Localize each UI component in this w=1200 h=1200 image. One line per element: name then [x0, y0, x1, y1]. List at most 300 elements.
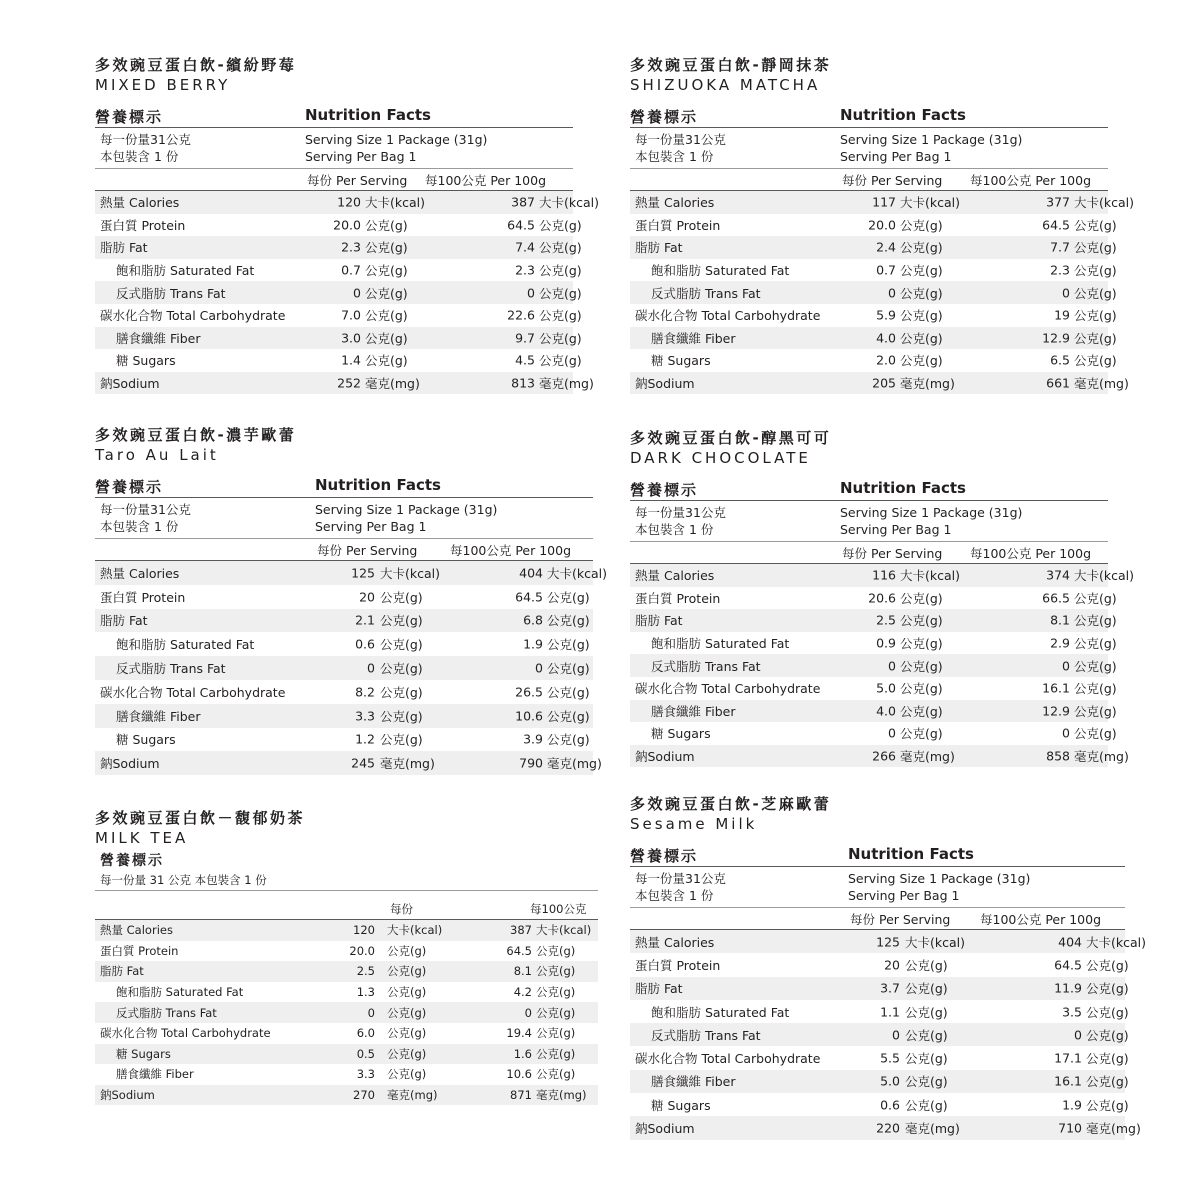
per-serving-value: 120 — [337, 194, 361, 210]
table-row — [95, 982, 598, 1003]
per-serving-value: 3.3 — [356, 1067, 375, 1082]
per-serving-unit: 大卡(kcal) — [380, 565, 440, 581]
nutrient-name: 糖 Sugars — [651, 353, 711, 369]
servings-per-package-en: Serving Per Bag 1 — [840, 149, 952, 164]
per-serving-unit: 毫克(mg) — [900, 749, 955, 765]
per-serving-unit: 毫克(mg) — [365, 376, 420, 392]
servings-per-package-en: Serving Per Bag 1 — [315, 519, 427, 534]
per-serving-value: 3.7 — [880, 980, 900, 996]
panel-title-zh: 多效豌豆蛋白飲-醇黑可可 — [630, 429, 832, 447]
per-serving-unit: 公克(g) — [900, 613, 943, 629]
nutrition-label-zh: 營養標示 — [630, 481, 699, 499]
per-serving-unit: 公克(g) — [387, 985, 427, 1000]
per-serving-value: 1.4 — [341, 352, 361, 368]
per-100g-unit: 公克(g) — [1086, 981, 1129, 997]
table-row — [95, 609, 593, 633]
col-per-serving: 每份 Per Serving — [307, 173, 408, 188]
per-serving-unit: 公克(g) — [387, 1067, 427, 1082]
per-100g-value: 22.6 — [507, 307, 535, 323]
per-serving-unit: 公克(g) — [900, 703, 943, 719]
nutrition-label-en: Nutrition Facts — [315, 476, 441, 494]
per-100g-value: 404 — [1058, 934, 1082, 950]
table-row — [630, 977, 1129, 1000]
table-row — [630, 1046, 1129, 1069]
per-serving-unit: 毫克(mg) — [380, 756, 435, 772]
per-100g-unit: 公克(g) — [1074, 308, 1117, 324]
per-100g-unit: 公克(g) — [547, 613, 590, 629]
per-serving-value: 5.0 — [880, 1073, 900, 1089]
per-100g-value: 1.6 — [513, 1046, 532, 1061]
per-serving-unit: 公克(g) — [365, 263, 408, 279]
per-100g-value: 661 — [1046, 375, 1070, 391]
per-serving-unit: 公克(g) — [365, 240, 408, 256]
per-100g-unit: 公克(g) — [536, 943, 576, 958]
per-serving-unit: 公克(g) — [380, 684, 423, 700]
column-headers — [630, 169, 1108, 191]
nutrient-name: 蛋白質 Protein — [100, 217, 186, 233]
per-100g-unit: 公克(g) — [539, 330, 582, 346]
per-serving-unit: 公克(g) — [900, 285, 943, 301]
nutrient-name: 脂肪 Fat — [100, 240, 148, 256]
table-row — [95, 728, 593, 752]
serving-size-zh: 每一份量31公克 — [635, 871, 726, 886]
per-serving-unit: 公克(g) — [387, 943, 427, 958]
nutrient-name: 膳食纖維 Fiber — [116, 1067, 194, 1082]
per-100g-value: 404 — [519, 565, 543, 581]
nutrient-name: 飽和脂肪 Saturated Fat — [116, 985, 244, 1000]
nutrient-name: 糖 Sugars — [651, 1097, 711, 1113]
panel-milk-tea — [95, 808, 598, 1105]
serving-size-zh: 每一份量31公克 — [100, 132, 191, 147]
per-serving-value: 270 — [353, 1088, 375, 1103]
per-serving-unit: 公克(g) — [380, 732, 423, 748]
per-100g-value: 6.8 — [523, 612, 543, 628]
nutrient-name: 鈉Sodium — [635, 749, 695, 765]
per-100g-value: 374 — [1046, 567, 1070, 583]
per-100g-unit: 公克(g) — [1086, 957, 1129, 973]
per-100g-unit: 大卡(kcal) — [539, 195, 599, 211]
per-100g-value: 0 — [1062, 725, 1070, 741]
per-100g-value: 858 — [1046, 748, 1070, 764]
per-serving-value: 5.0 — [876, 680, 896, 696]
per-100g-unit: 公克(g) — [539, 308, 582, 324]
table-row — [630, 1023, 1129, 1046]
nutrient-name: 鈉Sodium — [635, 1121, 695, 1137]
table-row — [630, 632, 1117, 655]
per-serving-value: 0.7 — [341, 262, 361, 278]
per-100g-unit: 公克(g) — [547, 732, 590, 748]
per-100g-value: 0 — [527, 285, 535, 301]
servings-per-package-zh: 本包裝含 1 份 — [635, 149, 714, 164]
per-serving-value: 116 — [872, 567, 896, 583]
per-100g-value: 710 — [1058, 1120, 1082, 1136]
panel-title-en: SHIZUOKA MATCHA — [630, 76, 821, 94]
per-100g-value: 8.1 — [1050, 612, 1070, 628]
table-row — [95, 281, 582, 304]
table-row — [95, 191, 599, 214]
table-row — [630, 191, 1134, 214]
table-row — [95, 259, 582, 282]
nutrient-name: 飽和脂肪 Saturated Fat — [651, 1004, 790, 1020]
nutrient-name: 脂肪 Fat — [635, 981, 683, 997]
nutrient-name: 膳食纖維 Fiber — [116, 708, 201, 724]
per-serving-value: 20.0 — [868, 217, 896, 233]
per-100g-unit: 公克(g) — [1074, 613, 1117, 629]
table-row — [95, 704, 593, 728]
per-serving-value: 2.4 — [876, 239, 896, 255]
col-per-serving: 每份 Per Serving — [842, 173, 943, 188]
nutrient-name: 鈉Sodium — [100, 376, 160, 392]
per-serving-unit: 公克(g) — [905, 1097, 948, 1113]
panel-title-zh: 多效豌豆蛋白飲-濃芋歐蕾 — [95, 426, 297, 444]
per-100g-unit: 毫克(mg) — [547, 756, 602, 772]
nutrient-name: 膳食纖維 Fiber — [651, 330, 736, 346]
table-row — [95, 1085, 598, 1106]
nutrition-label-zh: 營養標示 — [630, 108, 699, 126]
per-serving-value: 20.6 — [868, 590, 896, 606]
servings-per-package-zh: 本包裝含 1 份 — [100, 149, 179, 164]
per-100g-value: 12.9 — [1042, 330, 1070, 346]
nutrient-name: 脂肪 Fat — [635, 240, 683, 256]
table-row — [95, 656, 593, 680]
panel-title-en: MIXED BERRY — [95, 76, 231, 94]
per-serving-unit: 毫克(mg) — [905, 1121, 960, 1137]
per-100g-value: 8.1 — [513, 964, 532, 979]
per-serving-value: 4.0 — [876, 330, 896, 346]
per-serving-value: 0 — [888, 725, 896, 741]
panel-title-en: MILK TEA — [95, 829, 189, 847]
table-row — [95, 680, 593, 704]
per-serving-value: 0.7 — [876, 262, 896, 278]
per-100g-unit: 毫克(mg) — [1074, 749, 1129, 765]
table-row — [630, 1000, 1129, 1023]
table-row — [630, 930, 1146, 953]
table-row — [630, 1093, 1129, 1116]
per-100g-unit: 公克(g) — [1074, 330, 1117, 346]
table-row — [95, 632, 593, 656]
per-100g-unit: 公克(g) — [536, 985, 576, 1000]
per-serving-unit: 大卡(kcal) — [900, 195, 960, 211]
nutrition-label-zh: 營養標示 — [100, 853, 164, 869]
per-100g-unit: 公克(g) — [536, 1067, 576, 1082]
nutrition-header — [630, 478, 1108, 501]
table-row — [630, 700, 1117, 723]
col-per-100g: 每100公克 Per 100g — [980, 912, 1102, 927]
nutrient-name: 膳食纖維 Fiber — [116, 330, 201, 346]
serving-size-zh: 每一份量31公克 — [635, 132, 726, 147]
per-100g-value: 0 — [1074, 1027, 1082, 1043]
per-serving-unit: 公克(g) — [900, 590, 943, 606]
servings-per-package-zh: 本包裝含 1 份 — [635, 522, 714, 537]
per-serving-unit: 大卡(kcal) — [905, 934, 965, 950]
panel-title-en: Taro Au Lait — [95, 446, 219, 464]
per-100g-unit: 公克(g) — [547, 708, 590, 724]
per-serving-value: 125 — [876, 934, 900, 950]
per-serving-value: 0.6 — [355, 636, 375, 652]
table-row — [630, 745, 1129, 768]
nutrient-name: 蛋白質 Protein — [635, 957, 721, 973]
serving-info — [630, 867, 1125, 908]
nutrition-label-zh: 營養標示 — [95, 108, 164, 126]
nutrient-name: 糖 Sugars — [651, 726, 711, 742]
nutrient-name: 鈉Sodium — [635, 376, 695, 392]
per-serving-value: 20.0 — [333, 217, 361, 233]
table-row — [630, 953, 1129, 976]
per-serving-unit: 公克(g) — [900, 240, 943, 256]
nutrient-name: 熱量 Calories — [635, 568, 715, 584]
per-serving-unit: 公克(g) — [900, 217, 943, 233]
per-serving-unit: 公克(g) — [905, 1051, 948, 1067]
per-100g-value: 12.9 — [1042, 703, 1070, 719]
per-100g-value: 7.4 — [515, 239, 535, 255]
panel-title-zh: 多效豌豆蛋白飲-芝麻歐蕾 — [630, 795, 832, 813]
per-100g-value: 4.2 — [513, 985, 532, 1000]
table-row — [95, 561, 607, 585]
column-headers — [95, 169, 573, 191]
per-serving-value: 7.0 — [341, 307, 361, 323]
servings-per-package-en: Serving Per Bag 1 — [305, 149, 417, 164]
nutrient-name: 飽和脂肪 Saturated Fat — [651, 263, 790, 279]
nutrient-name: 熱量 Calories — [635, 195, 715, 211]
per-serving-value: 245 — [351, 755, 375, 771]
nutrient-name: 碳水化合物 Total Carbohydrate — [100, 1026, 271, 1041]
table-row — [95, 236, 582, 259]
per-100g-unit: 公克(g) — [1074, 263, 1117, 279]
per-100g-unit: 公克(g) — [1086, 1074, 1129, 1090]
per-serving-unit: 公克(g) — [905, 957, 948, 973]
per-serving-value: 0 — [367, 660, 375, 676]
per-serving-value: 120 — [353, 923, 375, 938]
per-100g-unit: 公克(g) — [547, 684, 590, 700]
per-100g-value: 1.9 — [1062, 1097, 1082, 1113]
per-100g-value: 64.5 — [515, 589, 543, 605]
per-serving-unit: 公克(g) — [905, 1004, 948, 1020]
per-100g-value: 16.1 — [1054, 1073, 1082, 1089]
servings-per-package-zh: 本包裝含 1 份 — [635, 888, 714, 903]
table-row — [95, 961, 598, 982]
per-serving-value: 0.6 — [880, 1097, 900, 1113]
nutrition-label-zh: 營養標示 — [630, 847, 699, 865]
per-100g-unit: 公克(g) — [1074, 217, 1117, 233]
col-per-100g: 每100公克 Per 100g — [970, 546, 1092, 561]
nutrient-name: 反式脂肪 Trans Fat — [651, 658, 761, 674]
per-100g-value: 871 — [510, 1088, 532, 1103]
per-serving-unit: 公克(g) — [365, 217, 408, 233]
nutrient-name: 碳水化合物 Total Carbohydrate — [635, 308, 821, 324]
per-100g-unit: 公克(g) — [536, 1026, 576, 1041]
table-row — [630, 281, 1117, 304]
table-row — [95, 349, 582, 372]
per-serving-unit: 公克(g) — [900, 330, 943, 346]
per-serving-unit: 公克(g) — [365, 353, 408, 369]
per-100g-unit: 大卡(kcal) — [1074, 568, 1134, 584]
per-100g-value: 3.5 — [1062, 1004, 1082, 1020]
per-serving-unit: 公克(g) — [380, 613, 423, 629]
per-serving-unit: 大卡(kcal) — [387, 923, 443, 938]
table-row — [630, 564, 1134, 587]
col-per-100g: 每100公克 Per 100g — [450, 543, 572, 558]
per-100g-unit: 公克(g) — [1074, 681, 1117, 697]
nutrient-name: 反式脂肪 Trans Fat — [116, 1005, 217, 1020]
per-100g-value: 0 — [524, 1005, 532, 1020]
per-100g-unit: 公克(g) — [536, 964, 576, 979]
nutrition-header — [630, 844, 1125, 867]
nutrient-name: 飽和脂肪 Saturated Fat — [116, 263, 255, 279]
col-per-100g: 每100公克 — [530, 902, 587, 916]
nutrient-name: 碳水化合物 Total Carbohydrate — [100, 684, 286, 700]
table-row — [630, 372, 1129, 395]
serving-line: 每一份量 31 公克 本包裝含 1 份 — [100, 873, 267, 887]
nutrient-name: 碳水化合物 Total Carbohydrate — [635, 681, 821, 697]
serving-size-en: Serving Size 1 Package (31g) — [305, 132, 488, 147]
per-100g-value: 19.4 — [506, 1026, 532, 1041]
per-100g-unit: 公克(g) — [1086, 1004, 1129, 1020]
table-row — [95, 327, 582, 350]
table-row — [95, 585, 593, 609]
nutrient-name: 熱量 Calories — [635, 934, 715, 950]
per-100g-unit: 大卡(kcal) — [536, 923, 592, 938]
per-100g-unit: 公克(g) — [1074, 590, 1117, 606]
per-100g-unit: 公克(g) — [547, 661, 590, 677]
per-100g-value: 6.5 — [1050, 352, 1070, 368]
nutrient-name: 碳水化合物 Total Carbohydrate — [635, 1051, 821, 1067]
per-serving-unit: 公克(g) — [387, 964, 427, 979]
panel-shizuoka-matcha — [630, 55, 1134, 394]
table-row — [95, 1064, 598, 1085]
nutrient-name: 蛋白質 Protein — [635, 590, 721, 606]
per-serving-unit: 公克(g) — [365, 330, 408, 346]
per-serving-value: 0.5 — [356, 1046, 375, 1061]
nutrition-header — [95, 475, 593, 498]
table-row — [630, 1116, 1141, 1139]
per-serving-unit: 毫克(mg) — [900, 376, 955, 392]
table-row — [630, 236, 1117, 259]
table-row — [630, 654, 1117, 677]
per-100g-unit: 公克(g) — [539, 353, 582, 369]
table-row — [95, 751, 602, 775]
nutrition-label-en: Nutrition Facts — [840, 106, 966, 124]
per-serving-value: 0 — [892, 1027, 900, 1043]
per-100g-value: 64.5 — [506, 943, 532, 958]
per-100g-value: 0 — [535, 660, 543, 676]
per-100g-unit: 公克(g) — [1086, 1027, 1129, 1043]
per-100g-unit: 毫克(mg) — [1086, 1121, 1141, 1137]
per-serving-unit: 大卡(kcal) — [900, 568, 960, 584]
per-serving-unit: 公克(g) — [900, 353, 943, 369]
per-100g-value: 10.6 — [515, 708, 543, 724]
per-100g-value: 17.1 — [1054, 1050, 1082, 1066]
per-serving-unit: 大卡(kcal) — [365, 195, 425, 211]
per-serving-value: 266 — [872, 748, 896, 764]
per-serving-unit: 公克(g) — [900, 726, 943, 742]
table-row — [630, 327, 1117, 350]
per-100g-value: 387 — [510, 923, 532, 938]
nutrient-name: 反式脂肪 Trans Fat — [651, 285, 761, 301]
nutrition-label-en: Nutrition Facts — [840, 479, 966, 497]
per-serving-value: 2.5 — [876, 612, 896, 628]
per-100g-value: 813 — [511, 375, 535, 391]
nutrient-name: 膳食纖維 Fiber — [651, 1074, 736, 1090]
nutrient-name: 反式脂肪 Trans Fat — [116, 661, 226, 677]
panel-sesame-milk — [630, 794, 1146, 1140]
per-100g-unit: 公克(g) — [539, 285, 582, 301]
nutrient-name: 鈉Sodium — [100, 1088, 155, 1103]
serving-info — [630, 501, 1108, 542]
servings-per-package-en: Serving Per Bag 1 — [848, 888, 960, 903]
serving-size-en: Serving Size 1 Package (31g) — [315, 502, 498, 517]
per-100g-value: 0 — [1062, 658, 1070, 674]
per-100g-unit: 大卡(kcal) — [547, 565, 607, 581]
per-serving-value: 0 — [888, 285, 896, 301]
per-100g-unit: 公克(g) — [1074, 240, 1117, 256]
serving-size-en: Serving Size 1 Package (31g) — [840, 505, 1023, 520]
per-serving-unit: 公克(g) — [387, 1046, 427, 1061]
per-serving-value: 20 — [359, 589, 375, 605]
per-serving-unit: 毫克(mg) — [387, 1088, 438, 1103]
per-serving-value: 2.5 — [356, 964, 375, 979]
per-serving-value: 0 — [367, 1005, 375, 1020]
serving-size-en: Serving Size 1 Package (31g) — [840, 132, 1023, 147]
per-serving-unit: 公克(g) — [380, 637, 423, 653]
table-row — [95, 214, 582, 237]
nutrition-label-en: Nutrition Facts — [305, 106, 431, 124]
per-serving-unit: 公克(g) — [905, 981, 948, 997]
col-per-100g: 每100公克 Per 100g — [970, 173, 1092, 188]
panel-title-en: DARK CHOCOLATE — [630, 449, 811, 467]
per-serving-value: 117 — [872, 194, 896, 210]
per-serving-unit: 公克(g) — [900, 636, 943, 652]
nutrient-name: 飽和脂肪 Saturated Fat — [651, 636, 790, 652]
panel-title-zh: 多效豌豆蛋白飲-靜岡抹茶 — [630, 56, 832, 74]
nutrient-name: 反式脂肪 Trans Fat — [651, 1027, 761, 1043]
per-100g-value: 2.9 — [1050, 635, 1070, 651]
nutrient-name: 膳食纖維 Fiber — [651, 703, 736, 719]
table-row — [630, 259, 1117, 282]
table-row — [630, 304, 1117, 327]
nutrient-name: 鈉Sodium — [100, 756, 160, 772]
per-serving-value: 3.3 — [355, 708, 375, 724]
serving-info — [95, 128, 573, 169]
per-100g-unit: 公克(g) — [1086, 1097, 1129, 1113]
nutrient-name: 糖 Sugars — [116, 1046, 171, 1061]
per-serving-unit: 公克(g) — [365, 285, 408, 301]
per-100g-unit: 公克(g) — [536, 1046, 576, 1061]
nutrient-name: 碳水化合物 Total Carbohydrate — [100, 308, 286, 324]
panel-title-en: Sesame Milk — [630, 815, 758, 833]
panel-taro-au-lait — [95, 425, 607, 775]
nutrient-name: 脂肪 Fat — [100, 964, 144, 979]
per-100g-value: 64.5 — [507, 217, 535, 233]
per-100g-unit: 公克(g) — [547, 637, 590, 653]
servings-per-package-zh: 本包裝含 1 份 — [100, 519, 179, 534]
per-serving-value: 2.0 — [876, 352, 896, 368]
per-serving-value: 125 — [351, 565, 375, 581]
nutrient-name: 反式脂肪 Trans Fat — [116, 285, 226, 301]
nutrient-name: 脂肪 Fat — [635, 613, 683, 629]
column-headers — [95, 899, 598, 920]
per-100g-unit: 公克(g) — [547, 589, 590, 605]
per-100g-unit: 毫克(mg) — [539, 376, 594, 392]
per-100g-unit: 公克(g) — [1074, 726, 1117, 742]
per-serving-value: 252 — [337, 375, 361, 391]
per-serving-value: 1.3 — [356, 985, 375, 1000]
panel-mixed-berry — [95, 55, 599, 394]
per-100g-unit: 公克(g) — [539, 240, 582, 256]
per-100g-unit: 公克(g) — [539, 263, 582, 279]
table-row — [95, 1002, 598, 1023]
table-row — [95, 941, 598, 962]
nutrition-label-en: Nutrition Facts — [848, 845, 974, 863]
